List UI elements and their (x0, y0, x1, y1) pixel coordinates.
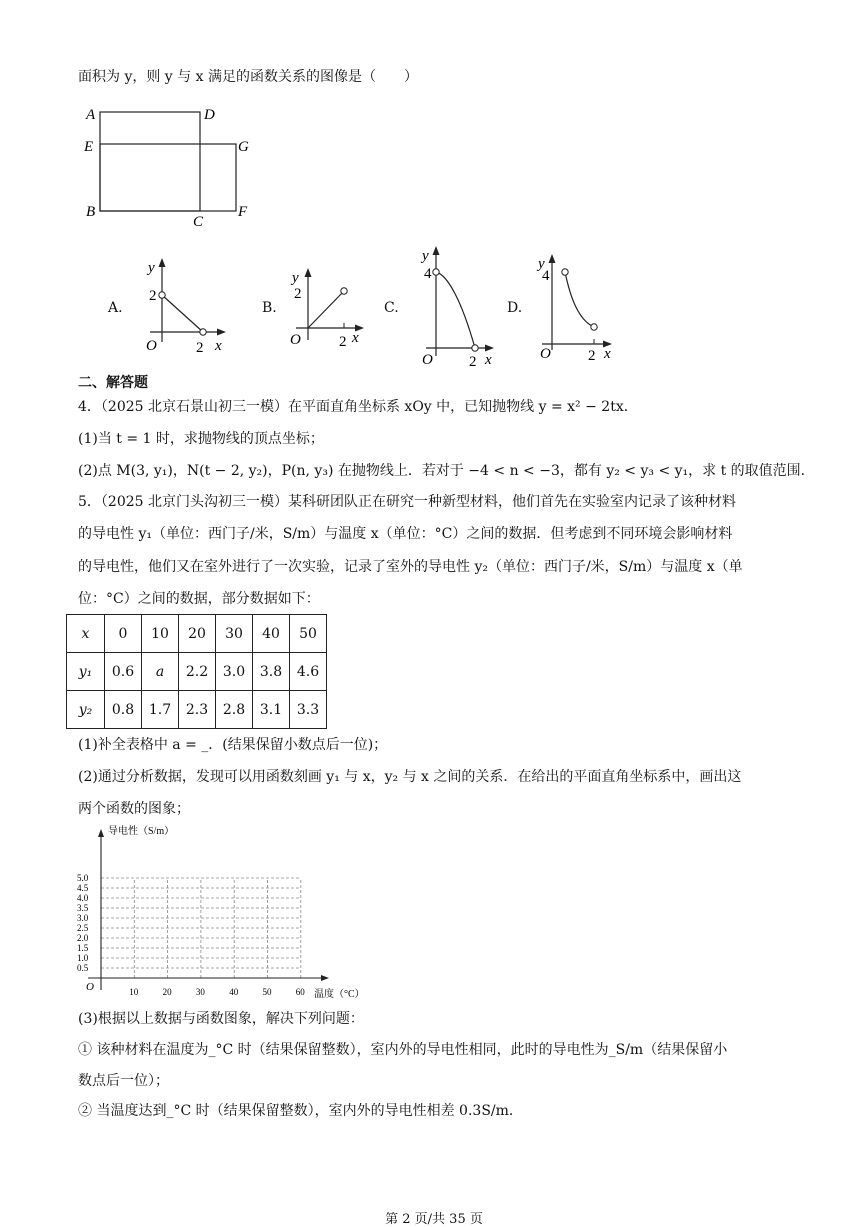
grid-xtick: 60 (295, 987, 305, 997)
label-a: A (86, 107, 96, 123)
tick-y: 2 (294, 286, 302, 302)
option-b-label: B. (262, 300, 277, 316)
table-cell: 3.3 (290, 691, 327, 729)
q5-line4: 位：°C）之间的数据，部分数据如下： (78, 591, 320, 607)
tick-x: 2 (196, 340, 204, 356)
grid-xtick: 40 (229, 987, 239, 997)
table-cell: a (142, 653, 179, 691)
q5-line2: 的导电性 y₁（单位：西门子/米，S/m）与温度 x（单位：°C）之间的数据．但考虑到不同环境会影响材料 (78, 526, 733, 542)
q4-stem: 4．（2025 北京石景山初三一模）在平面直角坐标系 xOy 中，已知抛物线 y = x² − 2tx． (78, 399, 638, 415)
grid-ylabel: 导电性（S/m） (108, 826, 175, 837)
grid-xtick: 30 (195, 987, 205, 997)
table-cell: 2.8 (216, 691, 253, 729)
grid-y-arrow (98, 829, 104, 837)
grid-ytick: 1.0 (77, 953, 89, 963)
grid-chart (74, 820, 374, 1002)
table-cell: y₂ (67, 691, 105, 729)
grid-xtick: 20 (162, 987, 172, 997)
grid-ytick: 1.5 (77, 943, 89, 953)
label-b: B (86, 204, 96, 220)
grid-origin: O (86, 981, 94, 993)
axis-x: x (604, 346, 611, 360)
tick-x: 2 (588, 348, 596, 360)
table-cell: 2.3 (179, 691, 216, 729)
grid-ytick: 4.5 (77, 883, 89, 893)
origin: O (422, 352, 433, 368)
page-footer: 第 2 页/共 35 页 (385, 1212, 483, 1227)
rectangle-figure (80, 100, 270, 232)
table-cell: 3.0 (216, 653, 253, 691)
intro-line: 面积为 y，则 y 与 x 满足的函数关系的图像是（ ） (78, 69, 418, 85)
table-cell: x (67, 615, 105, 653)
table-cell: 1.7 (142, 691, 179, 729)
q5-part3-1a: ① 该种材料在温度为_°C 时（结果保留整数），室内外的导电性相同，此时的导电性为_S/m（结果保留小 (78, 1042, 728, 1058)
table-cell: 10 (142, 615, 179, 653)
table-cell: 0.6 (105, 653, 142, 691)
origin: O (146, 338, 157, 354)
grid-ytick: 3.0 (77, 913, 89, 923)
q5-part2a: (2)通过分析数据，发现可以用函数刻画 y₁ 与 x，y₂ 与 x 之间的关系．在给出的平面直角坐标系中，画出这 (78, 769, 742, 785)
table-row (67, 615, 327, 653)
table-row (67, 653, 327, 691)
axis-x: x (485, 352, 492, 368)
table-cell: y₁ (67, 653, 105, 691)
option-d-graph (530, 250, 622, 360)
axis-y: y (148, 260, 155, 276)
label-f: F (238, 204, 248, 220)
table-cell: 3.1 (253, 691, 290, 729)
table-cell: 0 (105, 615, 142, 653)
option-b-graph (286, 264, 378, 354)
q5-part2b: 两个函数的图象； (78, 801, 190, 817)
data-table (66, 614, 327, 729)
q5-part3-1b: 数点后一位）； (78, 1073, 169, 1089)
q5-part3-2: ② 当温度达到_°C 时（结果保留整数），室内外的导电性相差 0.3S/m． (78, 1103, 523, 1119)
tick-y: 2 (149, 288, 157, 304)
label-c: C (193, 214, 204, 230)
tick-y: 4 (542, 268, 550, 284)
option-c-label: C. (384, 300, 399, 316)
axis-x: x (215, 338, 222, 354)
q4-part1: (1)当 t = 1 时，求抛物线的顶点坐标； (78, 431, 324, 447)
table-cell: 3.8 (253, 653, 290, 691)
axis-x: x (352, 330, 359, 346)
table-cell: 40 (253, 615, 290, 653)
table-cell: 50 (290, 615, 327, 653)
grid-x-arrow (321, 975, 329, 981)
table-cell: 4.6 (290, 653, 327, 691)
table-cell: 0.8 (105, 691, 142, 729)
axis-y: y (292, 270, 299, 286)
table-cell: 20 (179, 615, 216, 653)
tick-y: 4 (424, 266, 432, 282)
grid-ytick: 4.0 (77, 893, 89, 903)
table-cell: 2.2 (179, 653, 216, 691)
grid-ytick: 5.0 (77, 873, 89, 883)
grid-ytick: 3.5 (77, 903, 89, 913)
q4-part2: (2)点 M(3, y₁)，N(t − 2, y₂)，P(n, y₃) 在抛物线上．若对于 −4 < n < −3，都有 y₂ < y₃ < y₁，求 t 的取值范围． (78, 463, 815, 479)
option-a-graph (140, 254, 232, 358)
axis-y: y (422, 248, 429, 264)
option-c-graph (414, 242, 502, 368)
origin: O (540, 346, 551, 360)
table-cell: 30 (216, 615, 253, 653)
option-d-label: D. (507, 300, 523, 316)
grid-ytick: 0.5 (77, 963, 89, 973)
label-d: D (204, 107, 215, 123)
table-row (67, 691, 327, 729)
section-title: 二、解答题 (78, 375, 148, 391)
grid-ytick: 2.5 (77, 923, 89, 933)
origin: O (290, 332, 301, 348)
axis-y: y (538, 256, 545, 272)
grid-ytick: 2.0 (77, 933, 89, 943)
option-a-label: A. (108, 300, 123, 316)
grid-xlabel: 温度（°C） (314, 989, 365, 1000)
tick-x: 2 (469, 354, 477, 368)
q5-part1: (1)补全表格中 a = _．(结果保留小数点后一位)； (78, 737, 388, 753)
q5-line3: 的导电性，他们又在室外进行了一次实验，记录了室外的导电性 y₂（单位：西门子/米，S/m）与温度 x（单 (78, 559, 743, 575)
grid-xtick: 50 (262, 987, 272, 997)
label-g: G (238, 139, 249, 155)
label-e: E (84, 139, 94, 155)
q5-line1: 5．（2025 北京门头沟初三一模）某科研团队正在研究一种新型材料，他们首先在实验室内记录了该种材料 (78, 494, 736, 510)
tick-x: 2 (339, 334, 347, 350)
grid-xtick: 10 (129, 987, 139, 997)
q5-part3: (3)根据以上数据与函数图象，解决下列问题： (78, 1011, 364, 1027)
